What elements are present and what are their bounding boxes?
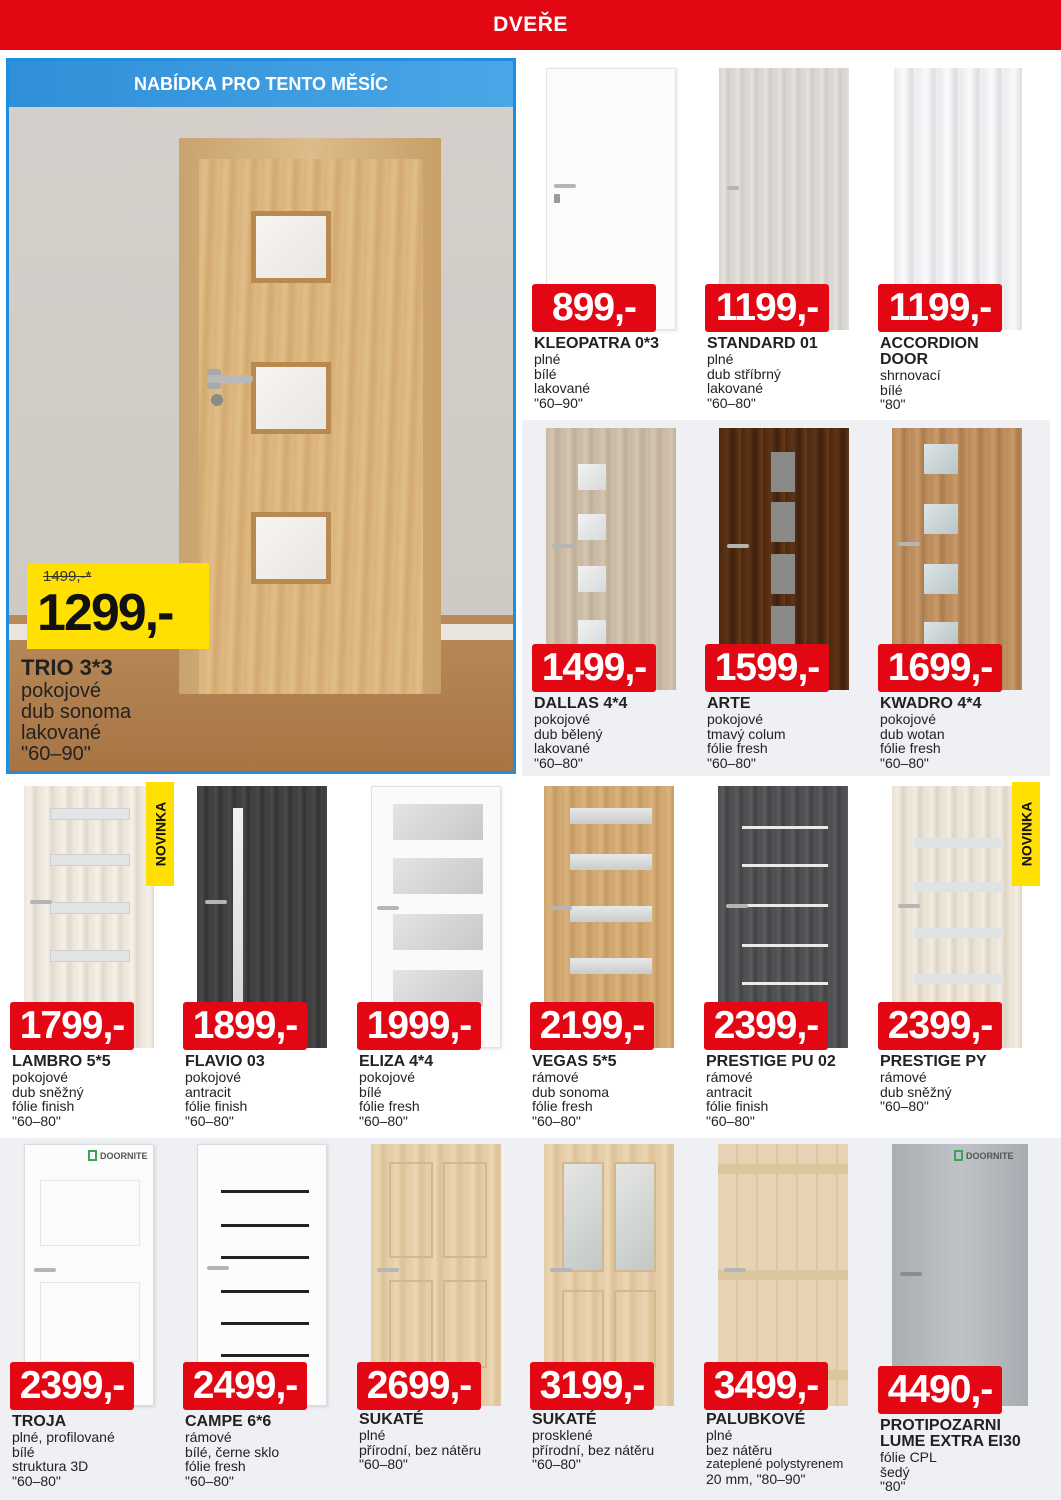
price: 2199,-	[539, 1004, 645, 1047]
product-info	[880, 696, 1048, 770]
product-detail: fólie finish	[12, 1098, 75, 1114]
product-detail: rámové	[185, 1429, 232, 1445]
product-detail: rámové	[706, 1069, 753, 1085]
door-handle-icon	[550, 906, 572, 910]
product-detail: "60–90"	[21, 743, 91, 765]
price-badge	[532, 644, 656, 692]
price-badge	[878, 284, 1002, 332]
price: 3199,-	[539, 1364, 645, 1407]
product-detail: bílé	[880, 381, 903, 398]
price: 1799,-	[19, 1004, 125, 1047]
door-glass	[50, 950, 130, 962]
price: 899,-	[552, 286, 636, 329]
door-glass	[393, 970, 483, 1006]
product-detail: plné	[706, 1427, 733, 1443]
product-detail: bílé	[12, 1443, 35, 1460]
product-detail: "60–80"	[185, 1472, 234, 1489]
product-card[interactable]	[874, 782, 1044, 1132]
door-handle-icon	[898, 904, 920, 908]
product-name: KLEOPATRA 0*3	[534, 335, 660, 352]
price: 1899,-	[192, 1004, 298, 1047]
brand-logo	[954, 1150, 1014, 1161]
product-detail: plné	[534, 351, 561, 367]
door-panel	[562, 1290, 604, 1368]
door-window	[251, 512, 331, 584]
product-detail: "60–80"	[707, 394, 756, 411]
product-detail: shrnovací	[880, 367, 941, 383]
product-info	[706, 1054, 874, 1128]
product-detail: fólie fresh	[880, 740, 941, 756]
product-name: PRESTIGE PY	[880, 1053, 987, 1070]
product-name: VEGAS 5*5	[532, 1053, 617, 1070]
product-name: TROJA	[12, 1413, 67, 1430]
product-card[interactable]	[701, 424, 871, 774]
price-badge	[357, 1362, 481, 1410]
door-glass	[570, 854, 652, 870]
price: 1599,-	[714, 646, 820, 689]
product-card[interactable]	[179, 782, 349, 1132]
door-panel	[40, 1282, 140, 1362]
door-glass	[924, 444, 958, 474]
door-glass	[771, 606, 795, 646]
door-handle-icon	[724, 1268, 746, 1272]
door-handle-icon	[207, 1266, 229, 1270]
door-glass	[570, 906, 652, 922]
product-detail: fólie fresh	[532, 1098, 593, 1114]
door-glass	[742, 826, 828, 829]
price-badge	[357, 1002, 481, 1050]
new-badge	[1012, 782, 1040, 886]
door-glass	[578, 514, 606, 540]
product-info	[706, 1412, 874, 1486]
door-panel	[614, 1290, 656, 1368]
product-detail: "80"	[880, 1478, 906, 1494]
product-detail: fólie CPL	[880, 1449, 937, 1465]
price-badge	[530, 1362, 654, 1410]
product-detail: lakované	[534, 380, 591, 396]
product-name: CAMPE 6*6	[185, 1413, 272, 1430]
price-badge	[704, 1362, 828, 1410]
product-detail: šedý	[880, 1463, 910, 1480]
product-info	[359, 1054, 527, 1128]
brand-logo-icon	[88, 1150, 97, 1161]
product-detail: dub sněžný	[880, 1083, 952, 1100]
product-info	[707, 336, 875, 410]
price: 4490,-	[887, 1368, 993, 1411]
product-detail: rámové	[532, 1069, 579, 1085]
price-badge	[704, 1002, 828, 1050]
door-handle-icon	[34, 1268, 56, 1272]
door-glass	[742, 944, 828, 947]
product-info	[534, 696, 702, 770]
price-badge	[705, 644, 829, 692]
door-glass	[742, 904, 828, 907]
product-info	[532, 1412, 700, 1472]
price: 1199,-	[888, 286, 992, 329]
price: 1999,-	[366, 1004, 472, 1047]
door-glass	[393, 914, 483, 950]
door-glass	[221, 1354, 309, 1357]
door-glass	[924, 504, 958, 534]
product-detail: lakované	[707, 380, 764, 396]
door-handle-icon	[727, 186, 739, 190]
product-detail: pokojové	[880, 711, 937, 727]
door-handle-icon	[554, 184, 576, 188]
product-detail: "60–80"	[359, 1112, 408, 1129]
price: 1499,-	[541, 646, 647, 689]
product-detail: dub stříbrný	[707, 365, 781, 382]
door-glass	[914, 928, 1004, 938]
product-detail: pokojové	[534, 711, 591, 727]
price-badge	[878, 644, 1002, 692]
product-detail: struktura 3D	[12, 1458, 89, 1474]
product-detail: fólie finish	[185, 1098, 248, 1114]
door-glass	[578, 620, 606, 646]
product-card[interactable]	[874, 64, 1044, 414]
door-glass	[562, 1162, 604, 1272]
door-glass	[914, 882, 1004, 892]
door-panel	[389, 1280, 433, 1368]
product-detail: antracit	[185, 1083, 231, 1100]
door-glass	[221, 1190, 309, 1193]
product-detail: "60–80"	[706, 1112, 755, 1129]
product-detail: bílé	[534, 365, 557, 382]
product-name: STANDARD 01	[707, 335, 818, 352]
price: 2499,-	[192, 1364, 298, 1407]
featured-offer[interactable]	[6, 58, 516, 774]
door-glass	[50, 808, 130, 820]
new-badge-label: NOVINKA	[152, 801, 168, 867]
door-glass	[771, 554, 795, 594]
door-glass	[771, 502, 795, 542]
product-card[interactable]	[528, 424, 698, 774]
product-info	[12, 1054, 180, 1128]
product-name: PROTIPOZARNI LUME EXTRA EI30	[880, 1417, 1021, 1450]
offer-header	[9, 61, 513, 107]
product-name: LAMBRO 5*5	[12, 1053, 111, 1070]
door-handle-icon	[552, 544, 574, 548]
product-detail: "60–80"	[880, 1098, 929, 1114]
product-detail: dub sonoma	[532, 1083, 610, 1100]
product-name: ARTE	[707, 695, 751, 712]
product-detail: plné	[359, 1427, 386, 1443]
product-detail: plné, profilované	[12, 1429, 115, 1445]
product-card[interactable]	[526, 1140, 696, 1490]
new-price: 1299,-	[37, 584, 173, 642]
door-glass	[914, 838, 1004, 848]
brand-logo-icon	[954, 1150, 963, 1161]
product-detail: antracit	[706, 1083, 752, 1100]
product-detail: "60–80"	[359, 1456, 408, 1472]
product-name: ELIZA 4*4	[359, 1053, 434, 1070]
door-glass	[50, 902, 130, 914]
price-tag	[27, 563, 209, 649]
door-lock-icon	[554, 194, 560, 203]
product-card[interactable]	[6, 1140, 176, 1490]
product-name: ACCORDION DOOR	[880, 335, 979, 368]
door-handle-icon	[550, 1268, 572, 1272]
door-panel	[389, 1162, 433, 1258]
product-detail: "60–80"	[534, 754, 583, 771]
product-detail: pokojové	[359, 1069, 416, 1085]
door-panel	[40, 1180, 140, 1246]
product-name: SUKATÉ	[359, 1411, 424, 1428]
product-info	[880, 1054, 1048, 1114]
price: 1699,-	[887, 646, 993, 689]
product-name: PRESTIGE PU 02	[706, 1053, 836, 1070]
door-brace	[718, 1164, 848, 1174]
product-detail: pokojové	[21, 680, 102, 702]
price-badge	[10, 1362, 134, 1410]
product-detail: "60–80"	[707, 754, 756, 771]
door-glass	[578, 464, 606, 490]
price-badge	[183, 1002, 307, 1050]
door-handle-icon	[377, 1268, 399, 1272]
product-detail: pokojové	[707, 711, 764, 727]
product-detail: pokojové	[185, 1069, 242, 1085]
product-name: PALUBKOVÉ	[706, 1411, 806, 1428]
product-detail: plné	[707, 351, 734, 367]
door-glass	[771, 452, 795, 492]
door-panel	[443, 1280, 487, 1368]
door-glass	[393, 858, 483, 894]
door-glass	[924, 622, 958, 644]
product-detail: fólie fresh	[707, 740, 768, 756]
door-handle-icon	[30, 900, 52, 904]
door-window	[251, 362, 331, 434]
door-glass	[578, 566, 606, 592]
price-badge	[878, 1366, 1002, 1414]
product-info	[185, 1054, 353, 1128]
price: 2399,-	[713, 1004, 819, 1047]
product-card[interactable]	[179, 1140, 349, 1490]
door-glass	[221, 1322, 309, 1325]
door-glass	[50, 854, 130, 866]
product-detail: "60–80"	[532, 1112, 581, 1129]
price: 2699,-	[366, 1364, 472, 1407]
product-detail: "60–80"	[12, 1472, 61, 1489]
door-handle-icon	[900, 1272, 922, 1276]
product-card[interactable]	[874, 1140, 1044, 1494]
door-handle-icon	[377, 906, 399, 910]
product-name: KWADRO 4*4	[880, 695, 982, 712]
product-info	[21, 655, 321, 765]
product-name: SUKATÉ	[532, 1411, 597, 1428]
product-detail: bílé	[359, 1083, 382, 1100]
product-detail: fólie finish	[706, 1098, 769, 1114]
door-glass	[221, 1224, 309, 1227]
product-detail: tmavý colum	[707, 725, 786, 742]
door-window	[251, 211, 331, 283]
page-header	[0, 0, 1061, 50]
product-card[interactable]	[353, 782, 523, 1132]
product-info	[532, 1054, 700, 1128]
product-card[interactable]	[528, 64, 698, 414]
product-detail: bílé, černe sklo	[185, 1443, 280, 1460]
product-detail: bez nátěru	[706, 1441, 773, 1458]
price: 1199,-	[715, 286, 819, 329]
door-glass	[221, 1256, 309, 1259]
product-detail: "60–80"	[12, 1112, 61, 1129]
door-glass	[924, 564, 958, 594]
product-detail: přírodní, bez nátěru	[359, 1441, 482, 1458]
product-detail: "60–80"	[880, 754, 929, 771]
product-detail: "60–90"	[534, 394, 583, 411]
door-glass	[393, 804, 483, 840]
brand-logo-label: DOORNITE	[100, 1150, 148, 1161]
door-handle-icon	[205, 900, 227, 904]
product-info	[12, 1414, 180, 1488]
price: 2399,-	[19, 1364, 125, 1407]
product-card[interactable]	[874, 424, 1044, 774]
door-glass	[570, 958, 652, 974]
product-card[interactable]	[700, 782, 870, 1132]
price: 3499,-	[713, 1364, 819, 1407]
offer-header-label: NABÍDKA PRO TENTO MĚSÍC	[133, 73, 388, 94]
product-name: DALLAS 4*4	[534, 695, 628, 712]
product-card[interactable]	[701, 64, 871, 414]
product-detail: prosklené	[532, 1427, 593, 1443]
door-glass	[742, 864, 828, 867]
product-info	[534, 336, 702, 410]
product-detail: pokojové	[12, 1069, 69, 1085]
product-card[interactable]	[526, 782, 696, 1132]
product-detail: dub sněžný	[12, 1083, 84, 1100]
price-badge	[530, 1002, 654, 1050]
new-badge-label: NOVINKA	[1018, 801, 1034, 867]
door-handle-icon	[207, 375, 253, 383]
price: 2399,-	[887, 1004, 993, 1047]
product-info	[359, 1412, 527, 1472]
product-detail: dub wotan	[880, 725, 945, 742]
product-info	[707, 696, 875, 770]
product-detail: přírodní, bez nátěru	[532, 1441, 655, 1458]
door-lock-icon	[211, 394, 223, 406]
product-info	[185, 1414, 353, 1488]
product-detail: rámové	[880, 1069, 927, 1085]
door-panel	[443, 1162, 487, 1258]
price-badge	[705, 284, 829, 332]
door-glass	[570, 808, 652, 824]
brand-logo-label: DOORNITE	[966, 1150, 1014, 1161]
product-detail: "60–80"	[532, 1456, 581, 1472]
door-glass	[914, 974, 1004, 984]
product-info	[880, 1418, 1048, 1494]
door-glass	[233, 808, 243, 1020]
product-detail: fólie fresh	[185, 1458, 246, 1474]
product-detail: zateplené polystyrenem	[706, 1456, 844, 1471]
price-badge	[183, 1362, 307, 1410]
product-detail: 20 mm, "80–90"	[706, 1470, 806, 1487]
product-name: TRIO 3*3	[21, 655, 113, 680]
brand-logo	[88, 1150, 148, 1161]
door-handle-icon	[898, 542, 920, 546]
product-detail: "60–80"	[185, 1112, 234, 1129]
product-name: FLAVIO 03	[185, 1053, 265, 1070]
price-badge	[10, 1002, 134, 1050]
door-glass	[221, 1290, 309, 1293]
door-handle-icon	[727, 544, 749, 548]
door-glass	[614, 1162, 656, 1272]
product-info	[880, 336, 1048, 412]
product-detail: lakované	[534, 740, 591, 756]
new-badge	[146, 782, 174, 886]
product-detail: lakované	[21, 722, 102, 744]
product-detail: fólie fresh	[359, 1098, 420, 1114]
old-price: 1499,-*	[43, 568, 92, 585]
product-card[interactable]	[6, 782, 176, 1132]
product-card[interactable]	[700, 1140, 870, 1490]
door-glass	[742, 982, 828, 985]
price-badge	[532, 284, 656, 332]
product-card[interactable]	[353, 1140, 523, 1490]
door-handle-icon	[726, 904, 748, 908]
product-detail: "80"	[880, 396, 906, 412]
page-title: DVEŘE	[493, 13, 568, 36]
product-detail: dub bělený	[534, 725, 603, 742]
product-detail: dub sonoma	[21, 701, 132, 723]
price-badge	[878, 1002, 1002, 1050]
